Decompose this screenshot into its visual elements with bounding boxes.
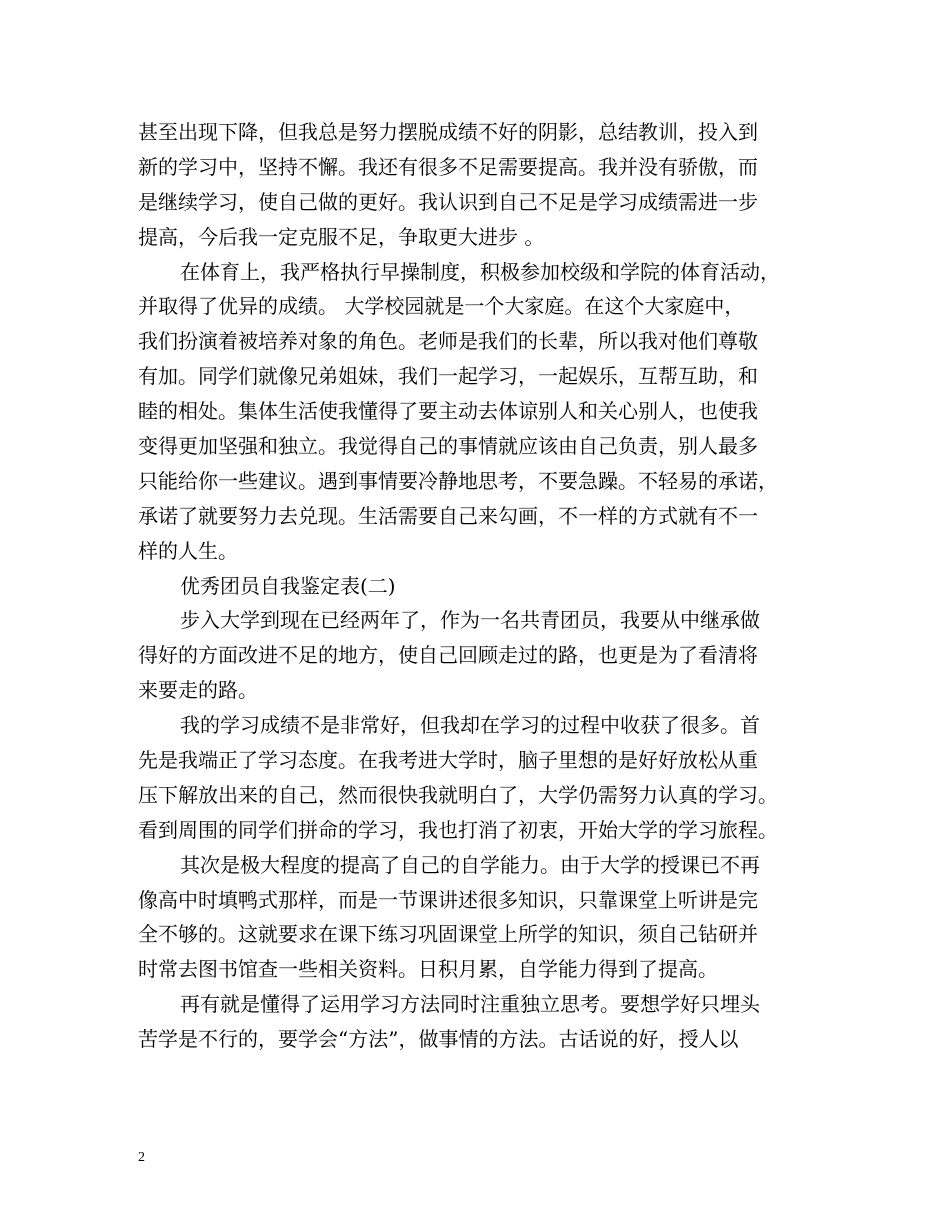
text-line: 像高中时填鸭式那样，而是一节课讲述很多知识，只靠课堂上听讲是完 bbox=[138, 887, 758, 912]
text-line: 甚至出现下降，但我总是努力摆脱成绩不好的阴影，总结教训，投入到 bbox=[138, 120, 758, 144]
text-line: 先是我端正了学习态度。在我考进大学时，脑子里想的是好好放松从重 bbox=[138, 748, 758, 773]
text-line: 优秀团员自我鉴定表(二) bbox=[180, 573, 396, 598]
text-line: 我的学习成绩不是非常好，但我却在学习的过程中收获了很多。首 bbox=[180, 713, 760, 738]
text-line: 再有就是懂得了运用学习方法同时注重独立思考。要想学好只埋头 bbox=[180, 992, 760, 1017]
text-line: 只能给你一些建议。遇到事情要冷静地思考，不要急躁。不轻易的承诺， bbox=[138, 468, 778, 493]
text-line: 得好的方面改进不足的地方，使自己回顾走过的路，也更是为了看清将 bbox=[138, 643, 758, 668]
text-line: 压下解放出来的自己，然而很快我就明白了，大学仍需努力认真的学习。 bbox=[138, 782, 778, 807]
text-line: 时常去图书馆查一些相关资料。日积月累，自学能力得到了提高。 bbox=[138, 957, 718, 982]
text-line: 睦的相处。集体生活使我懂得了要主动去体谅别人和关心别人，也使我 bbox=[138, 399, 758, 424]
document-body bbox=[138, 115, 814, 1057]
text-line: 承诺了就要努力去兑现。生活需要自己来勾画，不一样的方式就有不一 bbox=[138, 503, 758, 528]
text-line: 样的人生。 bbox=[138, 538, 238, 563]
text-line: 在体育上，我严格执行早操制度，积极参加校级和学院的体育活动， bbox=[180, 259, 780, 284]
text-line: 提高，今后我一定克服不足，争取更大进步 。 bbox=[138, 224, 545, 249]
text-line: 变得更加坚强和独立。我觉得自己的事情就应该由自己负责，别人最多 bbox=[138, 434, 758, 459]
text-line: 新的学习中，坚持不懈。我还有很多不足需要提高。我并没有骄傲，而 bbox=[138, 154, 758, 179]
text-line: 苦学是不行的，要学会“方法”，做事情的方法。古话说的好，授人以 bbox=[138, 1027, 739, 1052]
text-line: 是继续学习，使自己做的更好。我认识到自己不足是学习成绩需进一步 bbox=[138, 189, 758, 214]
page-number: 2 bbox=[138, 1150, 145, 1165]
text-line: 全不够的。这就要求在课下练习巩固课堂上所学的知识，须自己钻研并 bbox=[138, 922, 758, 947]
text-line: 来要走的路。 bbox=[138, 678, 258, 703]
text-line: 并取得了优异的成绩。 大学校园就是一个大家庭。在这个大家庭中， bbox=[138, 294, 745, 319]
text-line: 我们扮演着被培养对象的角色。老师是我们的长辈，所以我对他们尊敬 bbox=[138, 329, 758, 354]
text-line: 步入大学到现在已经两年了，作为一名共青团员，我要从中继承做 bbox=[180, 608, 760, 633]
text-line: 其次是极大程度的提高了自己的自学能力。由于大学的授课已不再 bbox=[180, 852, 760, 877]
text-line: 看到周围的同学们拼命的学习，我也打消了初衷，开始大学的学习旅程。 bbox=[138, 817, 778, 842]
text-line: 有加。同学们就像兄弟姐妹，我们一起学习，一起娱乐，互帮互助，和 bbox=[138, 364, 758, 389]
